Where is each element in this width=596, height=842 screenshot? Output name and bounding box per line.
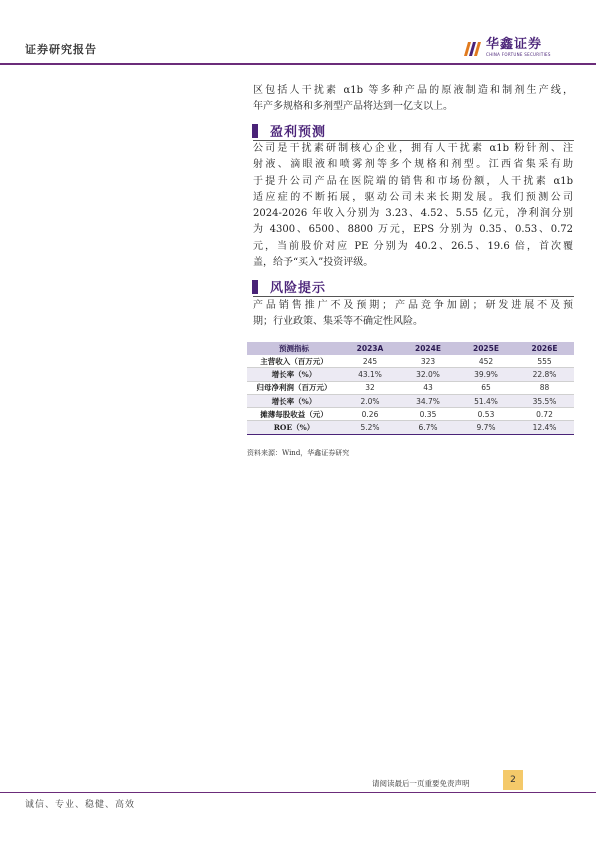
paragraph-line: 区包括人干扰素 α1b 等多种产品的原液制造和制剂生产线，	[253, 85, 573, 96]
table-row-label: 增长率（%）	[247, 368, 341, 381]
footer-divider	[0, 792, 596, 793]
table-cell: 0.35	[399, 408, 457, 421]
table-cell: 32.0%	[399, 368, 457, 381]
table-row	[247, 408, 574, 421]
table-cell: 35.5%	[515, 394, 574, 407]
table-cell: 39.9%	[457, 368, 515, 381]
table-cell: 43	[399, 381, 457, 394]
section-title: 盈利预测	[270, 125, 327, 140]
table-row	[247, 394, 574, 407]
paragraph-line: 年产多规格和多剂型产品将达到一亿支以上。	[253, 101, 453, 113]
table-cell: 22.8%	[515, 368, 574, 381]
paragraph-line: 适应症的不断拓展，驱动公司未来长期发展。我们预测公司	[253, 191, 573, 203]
paragraph-line: 盖，给予“买入”投资评级。	[253, 257, 374, 269]
section-heading-profit	[252, 121, 326, 140]
table-cell: 452	[457, 355, 515, 368]
paragraph-line: 元，当前股价对应 PE 分别为 40.2、26.5、19.6 倍，首次覆	[253, 240, 573, 252]
table-cell: 245	[341, 355, 399, 368]
table-source-note: 资料来源：Wind，华鑫证券研究	[247, 449, 350, 457]
paragraph-line: 2024-2026 年收入分别为 3.23、4.52、5.55 亿元，净利润分别	[253, 208, 573, 220]
paragraph-line: 射液、滴眼液和喷雾剂等多个规格和剂型。江西省集采有助	[253, 159, 573, 171]
table-row-label: ROE（%）	[247, 421, 341, 434]
intro-paragraph	[253, 83, 573, 116]
profit-paragraph	[253, 141, 573, 271]
table-row	[247, 381, 574, 394]
table-cell: 34.7%	[399, 394, 457, 407]
table-cell: 6.7%	[399, 421, 457, 434]
logo-text-cn: 华鑫证券	[486, 37, 543, 52]
table-cell: 51.4%	[457, 394, 515, 407]
section-marker	[252, 124, 258, 138]
logo-icon	[464, 40, 482, 56]
table-cell: 555	[515, 355, 574, 368]
section-title: 风险提示	[270, 281, 327, 296]
page-number-badge: 2	[503, 770, 523, 790]
logo-text-en: CHINA FORTUNE SECURITIES	[486, 52, 551, 57]
table-cell: 0.72	[515, 408, 574, 421]
section-divider	[253, 296, 574, 297]
table-header-cell: 2025E	[457, 342, 515, 355]
table-cell: 43.1%	[341, 368, 399, 381]
table-header-cell: 2026E	[515, 342, 574, 355]
table-row-label: 摊薄每股收益（元）	[247, 408, 341, 421]
table-header-row	[247, 342, 574, 355]
paragraph-line: 产品销售推广不及预期；产品竞争加剧；研发进展不及预	[253, 300, 573, 311]
risk-paragraph	[253, 298, 573, 331]
table-row-label: 归母净利润（百万元）	[247, 381, 341, 394]
paragraph-line: 为 4300、6500、8800 万元，EPS 分别为 0.35、0.53、0.72	[253, 224, 573, 236]
company-logo	[464, 38, 551, 58]
paragraph-line: 公司是干扰素研制核心企业，拥有人干扰素 α1b 粉针剂、注	[253, 143, 573, 154]
report-type-label: 证券研究报告	[25, 43, 97, 56]
section-heading-risk	[252, 277, 326, 296]
table-cell: 32	[341, 381, 399, 394]
table-row	[247, 355, 574, 368]
table-cell: 0.53	[457, 408, 515, 421]
table-cell: 88	[515, 381, 574, 394]
table-row	[247, 368, 574, 381]
table-header-cell: 预测指标	[247, 342, 341, 355]
table-row-label: 主营收入（百万元）	[247, 355, 341, 368]
forecast-table	[247, 342, 574, 435]
table-cell: 2.0%	[341, 394, 399, 407]
footer-motto: 诚信、专业、稳健、高效	[25, 800, 136, 810]
table-cell: 5.2%	[341, 421, 399, 434]
table-cell: 0.26	[341, 408, 399, 421]
section-marker	[252, 280, 258, 294]
table-cell: 12.4%	[515, 421, 574, 434]
table-row	[247, 421, 574, 434]
table-row-label: 增长率（%）	[247, 394, 341, 407]
disclaimer-note: 请阅读最后一页重要免责声明	[372, 779, 470, 788]
table-header-cell: 2023A	[341, 342, 399, 355]
header-divider	[0, 63, 596, 65]
table-header-cell: 2024E	[399, 342, 457, 355]
table-cell: 323	[399, 355, 457, 368]
paragraph-line: 于提升公司产品在医院端的销售和市场份额，人干扰素 α1b	[253, 175, 573, 187]
table-cell: 9.7%	[457, 421, 515, 434]
paragraph-line: 期；行业政策、集采等不确定性风险。	[253, 316, 423, 328]
table-cell: 65	[457, 381, 515, 394]
